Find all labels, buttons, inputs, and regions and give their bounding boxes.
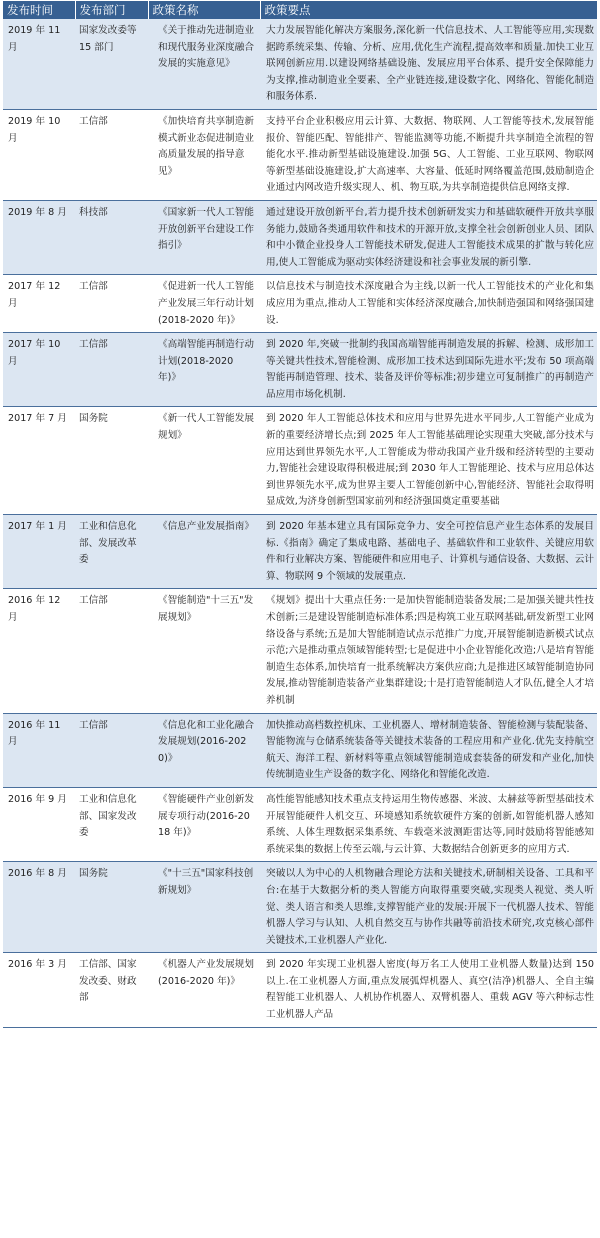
cell-department: 工信部	[75, 589, 148, 713]
cell-policy-points: 《规划》提出十大重点任务:一是加快智能制造装备发展;二是加强关键共性技术创新;三是建设智能制造标准体系;四是构筑工业互联网基础,研发新型工业网络设备与系统;五是加大智能制造试点示范推广力度,开展智能制造新模式试点示范;六是推动重点领域智能转型;七是促进中小企业智能化改造;八是培育智能制造生态体系,加快培育一批系统解决方案供应商;九是推进区域智能制造协同发展,推动智能制造装备产业集群建设;十是打造智能制造人才队伍,健全人才培养机制	[260, 589, 597, 713]
cell-policy-name: 《加快培育共享制造新模式新业态促进制造业高质量发展的指导意见》	[148, 109, 260, 200]
cell-department: 工信部	[75, 333, 148, 407]
cell-policy-points: 到 2020 年基本建立具有国际竞争力、安全可控信息产业生态体系的发展目标.《指南》确定了集成电路、基础电子、基础软件和工业软件、关键应用软件和行业解决方案、智能硬件和应用电子、计算机与通信设备、大数据、云计算、物联网 9 个领域的发展重点.	[260, 515, 597, 589]
cell-policy-points: 到 2020 年,突破一批制约我国高端智能再制造发展的拆解、检测、成形加工等关键共性技术,智能检测、成形加工技术达到国际先进水平;发布 50 项高端智能再制造管理、技术、装备及评价等标准;初步建立可复制推广的再制造产品应用市场化机制.	[260, 333, 597, 407]
cell-department: 工信部、国家发改委、财政部	[75, 953, 148, 1027]
cell-policy-points: 通过建设开放创新平台,若力提升技术创新研发实力和基础软硬件开放共享服务能力,鼓励各类通用软件和技术的开源开放,支撑全社会创新创业人员、团队和中小微企业投身人工智能技术研发,促进人工智能技术成果的扩散与转化应用,使人工智能成为驱动实体经济建设和社会事业发展的新引擎.	[260, 200, 597, 274]
cell-department: 国务院	[75, 407, 148, 515]
table-row	[3, 862, 597, 953]
cell-policy-name: 《关于推动先进制造业和现代服务业深度融合发展的实施意见》	[148, 19, 260, 109]
cell-department: 工信部	[75, 713, 148, 787]
cell-policy-name: 《智能制造"十三五"发展规划》	[148, 589, 260, 713]
cell-department: 工信部	[75, 275, 148, 333]
cell-policy-name: 《机器人产业发展规划(2016-2020 年)》	[148, 953, 260, 1027]
header-policy-name: 政策名称	[148, 1, 260, 19]
cell-policy-name: 《"十三五"国家科技创新规划》	[148, 862, 260, 953]
table-row	[3, 953, 597, 1027]
header-policy-points: 政策要点	[260, 1, 597, 19]
cell-department: 科技部	[75, 200, 148, 274]
cell-policy-points: 支持平台企业积极应用云计算、大数据、物联网、人工智能等技术,发展智能报价、智能匹配、智能排产、智能监测等功能,不断提升共享制造全流程的智能化水平.推动新型基础设施建设.加强 5G、人工智能、工业互联网、物联网等新型基础设施建设,扩大高速率、大容量、低延时网络覆盖范围,鼓励制造企业通过内网改造升级实现人、机、物互联,为共享制造提供信息网络支撑.	[260, 109, 597, 200]
table-row	[3, 109, 597, 200]
cell-release-date: 2017 年 1 月	[3, 515, 75, 589]
cell-release-date: 2017 年 7 月	[3, 407, 75, 515]
cell-policy-name: 《智能硬件产业创新发展专项行动(2016-2018 年)》	[148, 787, 260, 861]
cell-policy-name: 《国家新一代人工智能开放创新平台建设工作指引》	[148, 200, 260, 274]
table-row	[3, 589, 597, 713]
cell-department: 工业和信息化部、发展改革委	[75, 515, 148, 589]
cell-release-date: 2016 年 11 月	[3, 713, 75, 787]
cell-policy-points: 加快推动高档数控机床、工业机器人、增材制造装备、智能检测与装配装备、智能物流与仓储系统装备等关键技术装备的工程应用和产业化.优先支持航空航天、海洋工程、新材料等重点领域智能制造成套装备的研发和产业化,加快传统制造业生产设备的数字化、网络化和智能化改造.	[260, 713, 597, 787]
cell-policy-name: 《促进新一代人工智能产业发展三年行动计划(2018-2020 年)》	[148, 275, 260, 333]
header-release-date: 发布时间	[3, 1, 75, 19]
table-header-row	[3, 1, 597, 19]
table-row	[3, 200, 597, 274]
cell-release-date: 2016 年 3 月	[3, 953, 75, 1027]
cell-department: 国务院	[75, 862, 148, 953]
cell-release-date: 2016 年 8 月	[3, 862, 75, 953]
cell-release-date: 2017 年 10 月	[3, 333, 75, 407]
cell-release-date: 2017 年 12 月	[3, 275, 75, 333]
cell-release-date: 2016 年 9 月	[3, 787, 75, 861]
table-row	[3, 19, 597, 109]
table-row	[3, 407, 597, 515]
header-department: 发布部门	[75, 1, 148, 19]
table-body	[3, 19, 597, 1027]
cell-department: 工信部	[75, 109, 148, 200]
cell-policy-name: 《高端智能再制造行动计划(2018-2020 年)》	[148, 333, 260, 407]
table-row	[3, 515, 597, 589]
cell-policy-name: 《信息产业发展指南》	[148, 515, 260, 589]
cell-policy-points: 高性能智能感知技术重点支持运用生物传感器、米波、太赫兹等新型基础技术开展智能硬件人机交互、环境感知系统软硬件方案的创新,如智能机器人感知系统、人体生理数据采集系统、车载毫米波测距雷达等,同时鼓励将智能感知系统采集的数据上传至云端,与云计算、大数据结合创新更多的应用方式.	[260, 787, 597, 861]
cell-policy-points: 以信息技术与制造技术深度融合为主线,以新一代人工智能技术的产业化和集成应用为重点,推动人工智能和实体经济深度融合,加快制造强国和网络强国建设.	[260, 275, 597, 333]
table-row	[3, 787, 597, 861]
cell-policy-name: 《信息化和工业化融合发展规划(2016-2020)》	[148, 713, 260, 787]
cell-release-date: 2019 年 10 月	[3, 109, 75, 200]
table-row	[3, 713, 597, 787]
policy-table	[3, 1, 598, 1028]
cell-release-date: 2019 年 11 月	[3, 19, 75, 109]
table-row	[3, 275, 597, 333]
cell-release-date: 2019 年 8 月	[3, 200, 75, 274]
cell-department: 国家发改委等 15 部门	[75, 19, 148, 109]
cell-release-date: 2016 年 12 月	[3, 589, 75, 713]
cell-department: 工业和信息化部、国家发改委	[75, 787, 148, 861]
cell-policy-name: 《新一代人工智能发展规划》	[148, 407, 260, 515]
cell-policy-points: 大力发展智能化解决方案服务,深化新一代信息技术、人工智能等应用,实现数据跨系统采集、传输、分析、应用,优化生产流程,提高效率和质量.加快工业互联网创新应用.以建设网络基础设施、发展应用平台体系、提升安全保障能力为支撑,推动制造业全要素、全产业链连接,建设数字化、网络化、智能化制造和服务体系.	[260, 19, 597, 109]
cell-policy-points: 到 2020 年人工智能总体技术和应用与世界先进水平同步,人工智能产业成为新的重要经济增长点;到 2025 年人工智能基础理论实现重大突破,部分技术与应用达到世界领先水平,人工智能成为带动我国产业升级和经济转型的主要动力,智能社会建设取得积极进展;到 2030 年人工智能理论、技术与应用总体达到世界领先水平,成为世界主要人工智能创新中心,智能经济、智能社会取得明显成效,为济身创新型国家前列和经济强国奠定重要基础	[260, 407, 597, 515]
table-row	[3, 333, 597, 407]
cell-policy-points: 突破以人为中心的人机物融合理论方法和关键技术,研制相关设备、工具和平台:在基于大数据分析的类人智能方向取得重要突破,实现类人视觉、类人听觉、类人语言和类人思维,支撑智能产业的发展:开展下一代机器人技术、智能机器人学习与认知、人机自然交互与协作共融等前沿技术研究,攻克核心部件关键技术,工业机器人产业化.	[260, 862, 597, 953]
cell-policy-points: 到 2020 年实现工业机器人密度(每万名工人使用工业机器人数量)达到 150 以上.在工业机器人方面,重点发展弧焊机器人、真空(洁净)机器人、全自主编程智能工业机器人、人机协作机器人、双臂机器人、重载 AGV 等六种标志性工业机器人产品	[260, 953, 597, 1027]
